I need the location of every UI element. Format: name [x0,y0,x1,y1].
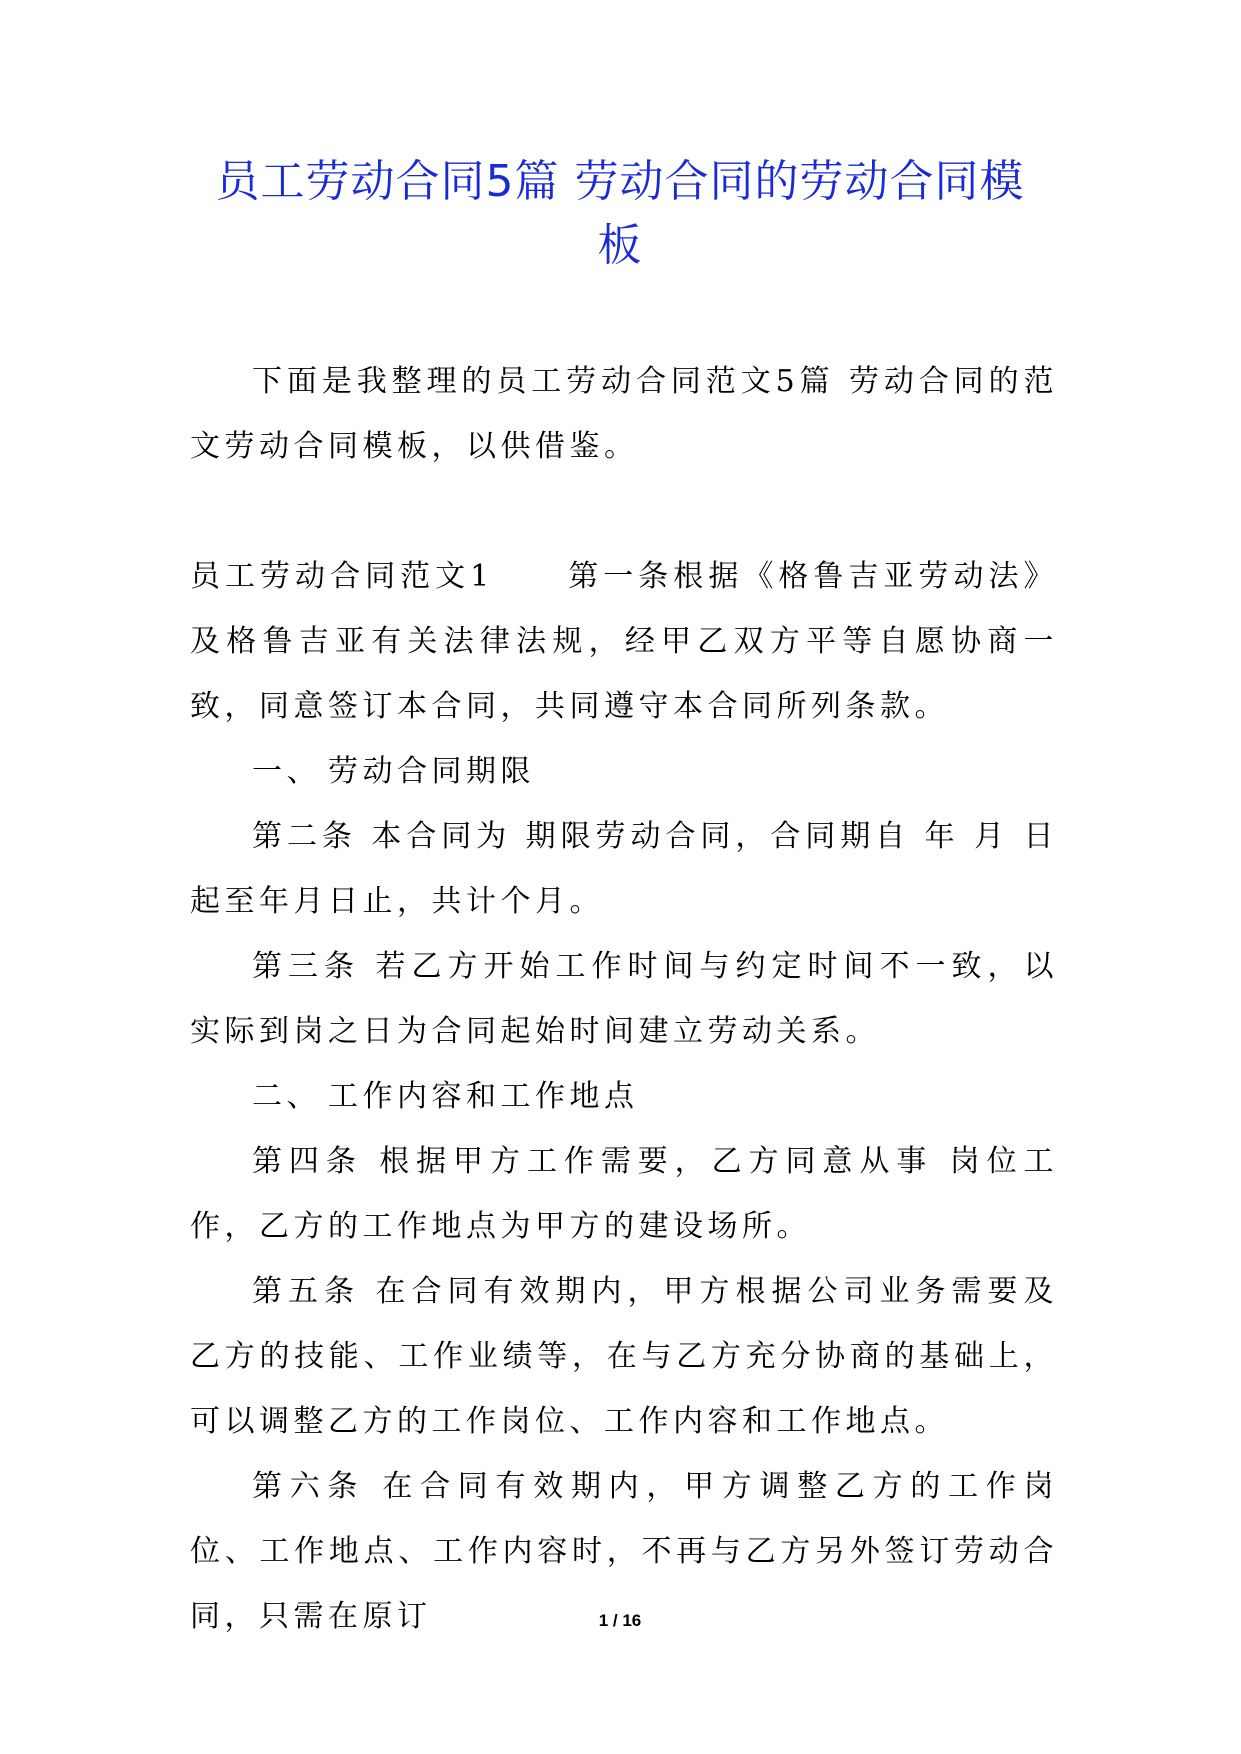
article-6-paragraph: 第六条 在合同有效期内，甲方调整乙方的工作岗位、工作地点、工作内容时，不再与乙方另外签订劳动合同，只需在原订 [190,1469,1058,1634]
article-1-paragraph [190,544,1058,739]
section-number-2: 二、 [252,1079,321,1114]
title-line-1: 员工劳动合同5篇 劳动合同的劳动合同模 [215,156,1025,207]
article-1-text: 第一条根据《格鲁吉亚劳动法》及格鲁吉亚有关法律法规，经甲乙双方平等自愿协商一致，同意签订本合同，共同遵守本合同所列条款。 [190,559,1058,724]
section-title-2: 工作内容和工作地点 [328,1079,639,1114]
sample-label: 员工劳动合同范文1 [190,559,494,594]
document-body [190,349,1058,1649]
page-number: 1 / 16 [598,1611,642,1630]
article-3-paragraph: 第三条 若乙方开始工作时间与约定时间不一致，以实际到岗之日为合同起始时间建立劳动关系。 [190,949,1058,1049]
section-title-1: 劳动合同期限 [328,754,535,789]
intro-paragraph: 下面是我整理的员工劳动合同范文5篇 劳动合同的范文劳动合同模板，以供借鉴。 [190,364,1058,464]
document-title [150,150,1090,278]
section-number-1: 一、 [252,754,321,789]
title-line-2: 板 [597,220,643,271]
article-4-paragraph: 第四条 根据甲方工作需要，乙方同意从事 岗位工作，乙方的工作地点为甲方的建设场所。 [190,1144,1058,1244]
section-heading-2 [190,1064,1058,1129]
article-2-paragraph: 第二条 本合同为 期限劳动合同，合同期自 年 月 日起至年月日止，共计个月。 [190,819,1058,919]
article-5-paragraph: 第五条 在合同有效期内，甲方根据公司业务需要及乙方的技能、工作业绩等，在与乙方充分协商的基础上，可以调整乙方的工作岗位、工作内容和工作地点。 [190,1274,1058,1439]
section-heading-1 [190,739,1058,804]
